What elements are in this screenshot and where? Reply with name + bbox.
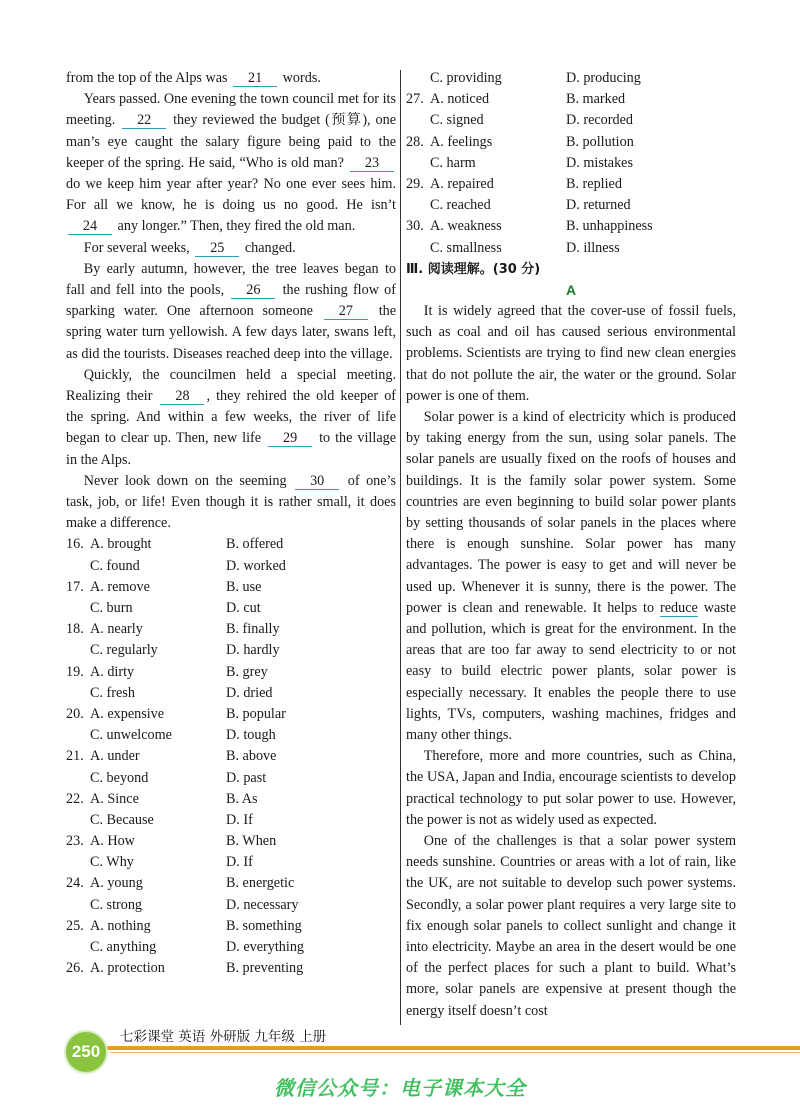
option-row: 19. A. dirty B. grey bbox=[66, 663, 268, 680]
option-row: C. strong D. necessary bbox=[90, 896, 299, 913]
option-row: 23. A. How B. When bbox=[66, 833, 277, 850]
option-row: C. found D. worked bbox=[90, 557, 286, 574]
reading-paragraph: One of the challenges is that a solar power system needs sunshine. Countries or areas with a lot of rain, like the UK, are not suitable to develop such power systems. Secondly, a solar power plant requires a very large site to fix enough solar panels to collect sunlight and change it into electricity. Maybe an area in the desert would be one of the perfect places for such a plant to build. What’s more, solar panels are expensive at present though the energy itself doesn’t cost bbox=[406, 832, 736, 1019]
option-row: 26. A. protection B. preventing bbox=[66, 960, 304, 977]
passage-paragraph: from the top of the Alps was 21 words. bbox=[66, 70, 321, 86]
blank-22: 22 bbox=[122, 113, 166, 129]
option-row: 22. A. Since B. As bbox=[66, 790, 258, 807]
option-row: 25. A. nothing B. something bbox=[66, 917, 302, 934]
options-list bbox=[66, 534, 396, 979]
blank-21: 21 bbox=[233, 71, 277, 87]
watermark-text: 微信公众号：电子课本大全 bbox=[274, 1076, 526, 1100]
option-row: 18. A. nearly B. finally bbox=[66, 621, 280, 638]
passage-paragraph: Quickly, the councilmen held a special meeting. Realizing their 28 , they rehired the old keeper of the spring. And within a few weeks, the river of life began to clear up. Then, new life 29 to the village in the Alps. bbox=[66, 366, 397, 468]
option-row: C. Because D. If bbox=[90, 811, 253, 828]
option-row: 24. A. young B. energetic bbox=[66, 875, 295, 892]
right-column bbox=[406, 68, 736, 1022]
blank-30: 30 bbox=[295, 474, 339, 490]
blank-28: 28 bbox=[160, 389, 204, 405]
passage-paragraph: By early autumn, however, the tree leaves began to fall and fell into the pools, 26 the rushing flow of sparking water. One afternoon someone 27 the spring water turn yellowish. A few days later, swans left, as did the tourists. Diseases reached deep into the village. bbox=[66, 260, 397, 362]
reading-paragraph: It is widely agreed that the cover-use of fossil fuels, such as coal and oil has caused serious environmental problems. Scientists are trying to find new clean energies that do not pollute the air, the water or the ground. Solar power is one of them. bbox=[406, 302, 736, 404]
footer-rule bbox=[100, 1046, 800, 1050]
option-row: C. unwelcome D. tough bbox=[90, 727, 276, 744]
reading-paragraph: Solar power is a kind of electricity which is produced by taking energy from the sun, using solar panels. The solar panels are usually fixed on the roofs of houses and buildings. It is the family solar power system. Some countries are even beginning to build solar power plants by setting thousands of solar panels in the places where there is enough sunshine. Solar power has many advantages. The power is easy to get and will never be used up. Whenever it is sunny, there is the power. The power is clean and renewable. It helps to reduce waste and pollution, which is great for the environment. In the areas that are too far away to send electricity to or not easy to build electric power plants, solar power is especially necessary. It enables the people there to use lights, TVs, computers, washing machines, fridges and many other things. bbox=[406, 408, 737, 743]
blank-27: 27 bbox=[324, 304, 368, 320]
option-row: 17. A. remove B. use bbox=[66, 578, 262, 595]
option-row: 27. A. noticed B. marked bbox=[406, 91, 626, 108]
section-letter: A bbox=[565, 281, 577, 298]
book-title: 七彩课堂 英语 外研版 九年级 上册 bbox=[120, 1029, 327, 1045]
option-row: C. reached D. returned bbox=[430, 197, 631, 214]
column-divider bbox=[400, 70, 401, 1025]
option-row: C. harm D. mistakes bbox=[430, 154, 633, 171]
underlined-word: reduce bbox=[659, 599, 698, 616]
passage-paragraph: Never look down on the seeming 30 of one’s task, job, or life! Even though it is rather small, it does make a difference. bbox=[66, 472, 397, 532]
footer-rule-thin bbox=[110, 1052, 800, 1053]
option-row: C. regularly D. hardly bbox=[90, 642, 280, 659]
option-row: C. smallness D. illness bbox=[430, 239, 620, 256]
reading-paragraph: Therefore, more and more countries, such as China, the USA, Japan and India, encourage scientists to develop practical technology to put solar power to use. However, the power is not as widely used as expected. bbox=[406, 748, 736, 828]
option-row: C. beyond D. past bbox=[90, 769, 267, 786]
section-title: Ⅲ. 阅读理解。(30 分) bbox=[406, 261, 541, 277]
blank-24: 24 bbox=[68, 219, 112, 235]
blank-25: 25 bbox=[195, 241, 239, 257]
option-row: C. providing D. producing bbox=[430, 70, 641, 86]
option-row: C. Why D. If bbox=[90, 854, 253, 871]
option-row: C. fresh D. dried bbox=[90, 684, 273, 701]
page-number-badge: 250 bbox=[64, 1030, 108, 1074]
option-row: 29. A. repaired B. replied bbox=[406, 175, 622, 192]
blank-29: 29 bbox=[268, 431, 312, 447]
blank-26: 26 bbox=[231, 283, 275, 299]
option-row: 20. A. expensive B. popular bbox=[66, 705, 286, 722]
option-row: C. signed D. recorded bbox=[430, 112, 633, 129]
option-row: C. anything D. everything bbox=[90, 939, 305, 956]
option-row: 21. A. under B. above bbox=[66, 748, 277, 765]
left-column bbox=[66, 68, 396, 979]
option-row: 28. A. feelings B. pollution bbox=[406, 133, 634, 150]
option-row: 16. A. brought B. offered bbox=[66, 536, 284, 553]
option-row: 30. A. weakness B. unhappiness bbox=[406, 218, 653, 235]
blank-23: 23 bbox=[350, 156, 394, 172]
passage-paragraph: Years passed. One evening the town council met for its meeting. 22 they reviewed the budget (预算), one man’s eye caught the salary figure being paid to the keeper of the spring. He said, “Who is old man? 23 do we keep him year after year? No one ever sees him. For all we know, he is doing us no good. He isn’t 24 any longer.” Then, they fired the old man. bbox=[66, 91, 396, 235]
option-row: C. burn D. cut bbox=[90, 600, 261, 617]
passage-paragraph: For several weeks, 25 changed. bbox=[83, 239, 296, 256]
